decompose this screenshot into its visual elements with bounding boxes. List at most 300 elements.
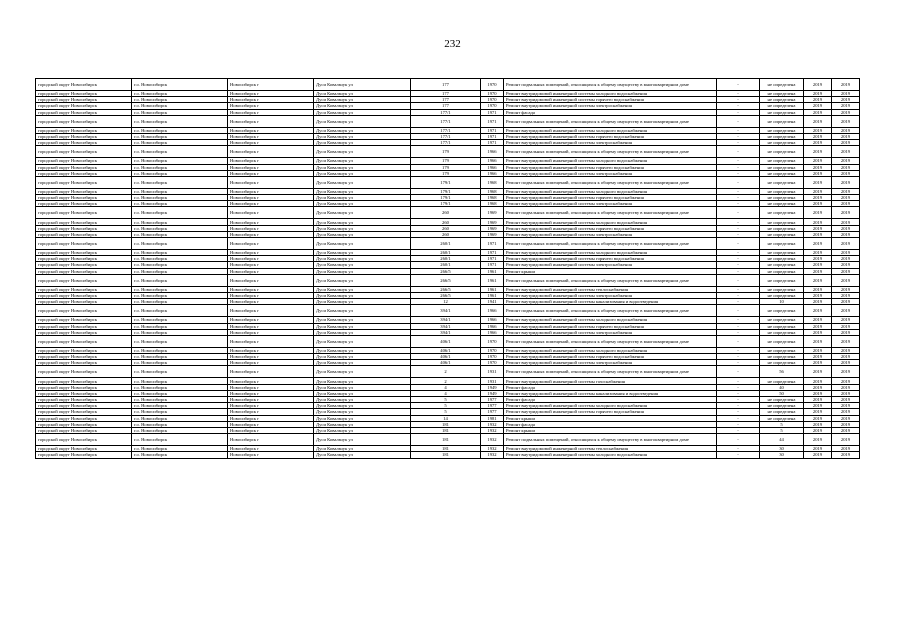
district-cell: городской округ Новосибирск — [36, 378, 132, 384]
street-cell: Дуси Ковальчук ул — [314, 274, 411, 286]
settlement-cell: г.о. Новосибирск — [132, 231, 228, 237]
street-cell: Дуси Ковальчук ул — [314, 305, 411, 317]
year-cell: 1971 — [481, 115, 504, 127]
cost-cell: не определена — [760, 250, 804, 256]
district-cell: городской округ Новосибирск — [36, 250, 132, 256]
street-cell: Дуси Ковальчук ул — [314, 207, 411, 219]
settlement-cell: г.о. Новосибирск — [132, 415, 228, 421]
work-type-cell: Ремонт внутридомовой инженерной системы горячего водоснабжения — [504, 354, 717, 360]
city-cell: Новосибирск г — [228, 133, 314, 139]
work-type-cell: Ремонт внутридомовой инженерной системы холодного водоснабжения — [504, 188, 717, 194]
house-cell: 181 — [411, 421, 481, 427]
house-cell: 260/1 — [411, 250, 481, 256]
end-year-cell: 2019 — [832, 384, 860, 390]
work-type-cell: Ремонт внутридомовой инженерной системы горячего водоснабжения — [504, 133, 717, 139]
year-cell: 1971 — [481, 140, 504, 146]
city-cell: Новосибирск г — [228, 201, 314, 207]
district-cell: городской округ Новосибирск — [36, 452, 132, 458]
end-year-cell: 2019 — [832, 286, 860, 292]
work-type-cell: Ремонт подвальных помещений, относящихся к общему имуществу в многоквартирном доме — [504, 146, 717, 158]
end-year-cell: 2019 — [832, 133, 860, 139]
settlement-cell: г.о. Новосибирск — [132, 115, 228, 127]
start-year-cell: 2019 — [804, 97, 832, 103]
city-cell: Новосибирск г — [228, 323, 314, 329]
cost-cell: не определена — [760, 409, 804, 415]
district-cell: городской округ Новосибирск — [36, 164, 132, 170]
street-cell: Дуси Ковальчук ул — [314, 421, 411, 427]
end-year-cell: 2019 — [832, 238, 860, 250]
street-cell: Дуси Ковальчук ул — [314, 170, 411, 176]
district-cell: городской округ Новосибирск — [36, 170, 132, 176]
house-cell: 260/1 — [411, 238, 481, 250]
year-cell: 1970 — [481, 354, 504, 360]
flag-cell: - — [717, 127, 760, 133]
flag-cell: - — [717, 140, 760, 146]
flag-cell: - — [717, 403, 760, 409]
house-cell: 177/1 — [411, 115, 481, 127]
house-cell: 406/1 — [411, 354, 481, 360]
start-year-cell: 2019 — [804, 256, 832, 262]
flag-cell: - — [717, 103, 760, 109]
house-cell: 5 — [411, 397, 481, 403]
work-type-cell: Ремонт внутридомовой инженерной системы газоснабжения — [504, 378, 717, 384]
year-cell: 1949 — [481, 390, 504, 396]
start-year-cell: 2019 — [804, 238, 832, 250]
street-cell: Дуси Ковальчук ул — [314, 403, 411, 409]
cost-cell: не определена — [760, 268, 804, 274]
settlement-cell: г.о. Новосибирск — [132, 299, 228, 305]
year-cell: 1969 — [481, 207, 504, 219]
work-type-cell: Ремонт внутридомовой инженерной системы холодного водоснабжения — [504, 91, 717, 97]
city-cell: Новосибирск г — [228, 164, 314, 170]
end-year-cell: 2019 — [832, 360, 860, 366]
settlement-cell: г.о. Новосибирск — [132, 79, 228, 91]
street-cell: Дуси Ковальчук ул — [314, 133, 411, 139]
start-year-cell: 2019 — [804, 115, 832, 127]
cost-cell: 5 — [760, 427, 804, 433]
year-cell: 1981 — [481, 415, 504, 421]
street-cell: Дуси Ковальчук ул — [314, 299, 411, 305]
year-cell: 1970 — [481, 91, 504, 97]
end-year-cell: 2019 — [832, 329, 860, 335]
street-cell: Дуси Ковальчук ул — [314, 158, 411, 164]
flag-cell: - — [717, 384, 760, 390]
work-type-cell: Ремонт фасада — [504, 397, 717, 403]
city-cell: Новосибирск г — [228, 446, 314, 452]
year-cell: 1968 — [481, 176, 504, 188]
year-cell: 1969 — [481, 225, 504, 231]
flag-cell: - — [717, 262, 760, 268]
house-cell: 406/1 — [411, 347, 481, 353]
city-cell: Новосибирск г — [228, 91, 314, 97]
cost-cell: не определена — [760, 403, 804, 409]
settlement-cell: г.о. Новосибирск — [132, 91, 228, 97]
year-cell: 1971 — [481, 109, 504, 115]
end-year-cell: 2019 — [832, 335, 860, 347]
house-cell: 394/1 — [411, 317, 481, 323]
settlement-cell: г.о. Новосибирск — [132, 446, 228, 452]
house-cell: 4 — [411, 384, 481, 390]
flag-cell: - — [717, 354, 760, 360]
cost-cell: 50 — [760, 390, 804, 396]
table-row — [36, 366, 860, 378]
house-cell: 181 — [411, 434, 481, 446]
year-cell: 1968 — [481, 195, 504, 201]
district-cell: городской округ Новосибирск — [36, 109, 132, 115]
work-type-cell: Ремонт внутридомовой инженерной системы горячего водоснабжения — [504, 164, 717, 170]
street-cell: Дуси Ковальчук ул — [314, 446, 411, 452]
work-type-cell: Ремонт крыши — [504, 415, 717, 421]
city-cell: Новосибирск г — [228, 403, 314, 409]
flag-cell: - — [717, 415, 760, 421]
cost-cell: не определена — [760, 354, 804, 360]
work-type-cell: Ремонт внутридомовой инженерной системы электроснабжения — [504, 140, 717, 146]
street-cell: Дуси Ковальчук ул — [314, 397, 411, 403]
start-year-cell: 2019 — [804, 133, 832, 139]
settlement-cell: г.о. Новосибирск — [132, 323, 228, 329]
start-year-cell: 2019 — [804, 262, 832, 268]
work-type-cell: Ремонт внутридомовой инженерной системы электроснабжения — [504, 103, 717, 109]
street-cell: Дуси Ковальчук ул — [314, 195, 411, 201]
end-year-cell: 2019 — [832, 164, 860, 170]
settlement-cell: г.о. Новосибирск — [132, 127, 228, 133]
street-cell: Дуси Ковальчук ул — [314, 378, 411, 384]
flag-cell: - — [717, 427, 760, 433]
start-year-cell: 2019 — [804, 219, 832, 225]
city-cell: Новосибирск г — [228, 103, 314, 109]
start-year-cell: 2019 — [804, 427, 832, 433]
district-cell: городской округ Новосибирск — [36, 317, 132, 323]
start-year-cell: 2019 — [804, 170, 832, 176]
cost-cell: не определена — [760, 170, 804, 176]
cost-cell: не определена — [760, 238, 804, 250]
flag-cell: - — [717, 164, 760, 170]
flag-cell: - — [717, 299, 760, 305]
cost-cell: не определена — [760, 176, 804, 188]
house-cell: 179 — [411, 158, 481, 164]
district-cell: городской округ Новосибирск — [36, 103, 132, 109]
year-cell: 1961 — [481, 292, 504, 298]
city-cell: Новосибирск г — [228, 434, 314, 446]
cost-cell: не определена — [760, 127, 804, 133]
city-cell: Новосибирск г — [228, 378, 314, 384]
end-year-cell: 2019 — [832, 176, 860, 188]
house-cell: 406/1 — [411, 360, 481, 366]
end-year-cell: 2019 — [832, 427, 860, 433]
flag-cell: - — [717, 286, 760, 292]
work-type-cell: Ремонт подвальных помещений, относящихся к общему имуществу в многоквартирном доме — [504, 434, 717, 446]
house-cell: 179/1 — [411, 195, 481, 201]
flag-cell: - — [717, 115, 760, 127]
street-cell: Дуси Ковальчук ул — [314, 127, 411, 133]
cost-cell: 40 — [760, 384, 804, 390]
district-cell: городской округ Новосибирск — [36, 427, 132, 433]
flag-cell: - — [717, 188, 760, 194]
end-year-cell: 2019 — [832, 91, 860, 97]
year-cell: 1966 — [481, 146, 504, 158]
flag-cell: - — [717, 329, 760, 335]
city-cell: Новосибирск г — [228, 250, 314, 256]
street-cell: Дуси Ковальчук ул — [314, 452, 411, 458]
start-year-cell: 2019 — [804, 176, 832, 188]
start-year-cell: 2019 — [804, 446, 832, 452]
street-cell: Дуси Ковальчук ул — [314, 366, 411, 378]
cost-cell: не определена — [760, 103, 804, 109]
cost-cell: не определена — [760, 231, 804, 237]
settlement-cell: г.о. Новосибирск — [132, 360, 228, 366]
flag-cell: - — [717, 256, 760, 262]
cost-cell: 30 — [760, 446, 804, 452]
end-year-cell: 2019 — [832, 97, 860, 103]
start-year-cell: 2019 — [804, 299, 832, 305]
settlement-cell: г.о. Новосибирск — [132, 427, 228, 433]
table-row — [36, 434, 860, 446]
start-year-cell: 2019 — [804, 421, 832, 427]
settlement-cell: г.о. Новосибирск — [132, 238, 228, 250]
cost-cell: не определена — [760, 219, 804, 225]
city-cell: Новосибирск г — [228, 225, 314, 231]
table-row — [36, 79, 860, 91]
house-cell: 394/1 — [411, 323, 481, 329]
work-type-cell: Ремонт внутридомовой инженерной системы электроснабжения — [504, 360, 717, 366]
flag-cell: - — [717, 79, 760, 91]
settlement-cell: г.о. Новосибирск — [132, 434, 228, 446]
street-cell: Дуси Ковальчук ул — [314, 256, 411, 262]
end-year-cell: 2019 — [832, 268, 860, 274]
house-cell: 260/1 — [411, 262, 481, 268]
cost-cell: 5 — [760, 421, 804, 427]
year-cell: 1932 — [481, 434, 504, 446]
settlement-cell: г.о. Новосибирск — [132, 225, 228, 231]
district-cell: городской округ Новосибирск — [36, 384, 132, 390]
settlement-cell: г.о. Новосибирск — [132, 286, 228, 292]
work-type-cell: Ремонт внутридомовой инженерной системы теплоснабжения — [504, 446, 717, 452]
settlement-cell: г.о. Новосибирск — [132, 403, 228, 409]
district-cell: городской округ Новосибирск — [36, 133, 132, 139]
end-year-cell: 2019 — [832, 103, 860, 109]
work-type-cell: Ремонт подвальных помещений, относящихся к общему имуществу в многоквартирном доме — [504, 115, 717, 127]
flag-cell: - — [717, 323, 760, 329]
year-cell: 1966 — [481, 329, 504, 335]
city-cell: Новосибирск г — [228, 409, 314, 415]
street-cell: Дуси Ковальчук ул — [314, 434, 411, 446]
cost-cell: не определена — [760, 91, 804, 97]
cost-cell: не определена — [760, 360, 804, 366]
street-cell: Дуси Ковальчук ул — [314, 115, 411, 127]
work-type-cell: Ремонт внутридомовой инженерной системы холодного водоснабжения — [504, 219, 717, 225]
street-cell: Дуси Ковальчук ул — [314, 354, 411, 360]
city-cell: Новосибирск г — [228, 115, 314, 127]
district-cell: городской округ Новосибирск — [36, 403, 132, 409]
city-cell: Новосибирск г — [228, 299, 314, 305]
start-year-cell: 2019 — [804, 79, 832, 91]
street-cell: Дуси Ковальчук ул — [314, 231, 411, 237]
end-year-cell: 2019 — [832, 347, 860, 353]
district-cell: городской округ Новосибирск — [36, 146, 132, 158]
street-cell: Дуси Ковальчук ул — [314, 360, 411, 366]
house-cell: 179 — [411, 146, 481, 158]
start-year-cell: 2019 — [804, 384, 832, 390]
work-type-cell: Ремонт внутридомовой инженерной системы холодного водоснабжения — [504, 250, 717, 256]
street-cell: Дуси Ковальчук ул — [314, 140, 411, 146]
house-cell: 260 — [411, 231, 481, 237]
capital-repair-table — [35, 78, 860, 459]
settlement-cell: г.о. Новосибирск — [132, 335, 228, 347]
year-cell: 1970 — [481, 79, 504, 91]
cost-cell: не определена — [760, 207, 804, 219]
city-cell: Новосибирск г — [228, 127, 314, 133]
house-cell: 266/5 — [411, 292, 481, 298]
start-year-cell: 2019 — [804, 268, 832, 274]
flag-cell: - — [717, 421, 760, 427]
start-year-cell: 2019 — [804, 164, 832, 170]
start-year-cell: 2019 — [804, 231, 832, 237]
start-year-cell: 2019 — [804, 305, 832, 317]
flag-cell: - — [717, 195, 760, 201]
city-cell: Новосибирск г — [228, 268, 314, 274]
work-type-cell: Ремонт внутридомовой инженерной системы холодного водоснабжения — [504, 317, 717, 323]
work-type-cell: Ремонт внутридомовой инженерной системы электроснабжения — [504, 170, 717, 176]
end-year-cell: 2019 — [832, 434, 860, 446]
year-cell: 1966 — [481, 164, 504, 170]
city-cell: Новосибирск г — [228, 176, 314, 188]
start-year-cell: 2019 — [804, 292, 832, 298]
start-year-cell: 2019 — [804, 195, 832, 201]
house-cell: 181 — [411, 427, 481, 433]
year-cell: 1977 — [481, 409, 504, 415]
settlement-cell: г.о. Новосибирск — [132, 146, 228, 158]
settlement-cell: г.о. Новосибирск — [132, 329, 228, 335]
house-cell: 394/1 — [411, 329, 481, 335]
cost-cell: не определена — [760, 256, 804, 262]
city-cell: Новосибирск г — [228, 286, 314, 292]
year-cell: 1966 — [481, 170, 504, 176]
settlement-cell: г.о. Новосибирск — [132, 421, 228, 427]
settlement-cell: г.о. Новосибирск — [132, 354, 228, 360]
settlement-cell: г.о. Новосибирск — [132, 158, 228, 164]
street-cell: Дуси Ковальчук ул — [314, 201, 411, 207]
district-cell: городской округ Новосибирск — [36, 79, 132, 91]
district-cell: городской округ Новосибирск — [36, 238, 132, 250]
city-cell: Новосибирск г — [228, 195, 314, 201]
flag-cell: - — [717, 366, 760, 378]
city-cell: Новосибирск г — [228, 256, 314, 262]
end-year-cell: 2019 — [832, 452, 860, 458]
street-cell: Дуси Ковальчук ул — [314, 176, 411, 188]
street-cell: Дуси Ковальчук ул — [314, 323, 411, 329]
city-cell: Новосибирск г — [228, 140, 314, 146]
flag-cell: - — [717, 97, 760, 103]
end-year-cell: 2019 — [832, 421, 860, 427]
house-cell: 14 — [411, 415, 481, 421]
end-year-cell: 2019 — [832, 292, 860, 298]
house-cell: 181 — [411, 452, 481, 458]
work-type-cell: Ремонт подвальных помещений, относящихся к общему имуществу в многоквартирном доме — [504, 207, 717, 219]
year-cell: 1931 — [481, 378, 504, 384]
city-cell: Новосибирск г — [228, 274, 314, 286]
year-cell: 1971 — [481, 262, 504, 268]
table-row — [36, 238, 860, 250]
settlement-cell: г.о. Новосибирск — [132, 103, 228, 109]
flag-cell: - — [717, 170, 760, 176]
year-cell: 1961 — [481, 268, 504, 274]
start-year-cell: 2019 — [804, 158, 832, 164]
end-year-cell: 2019 — [832, 446, 860, 452]
street-cell: Дуси Ковальчук ул — [314, 427, 411, 433]
street-cell: Дуси Ковальчук ул — [314, 317, 411, 323]
work-type-cell: Ремонт подвальных помещений, относящихся к общему имуществу в многоквартирном доме — [504, 238, 717, 250]
settlement-cell: г.о. Новосибирск — [132, 384, 228, 390]
year-cell: 1949 — [481, 384, 504, 390]
year-cell: 1977 — [481, 397, 504, 403]
work-type-cell: Ремонт крыши — [504, 427, 717, 433]
street-cell: Дуси Ковальчук ул — [314, 390, 411, 396]
district-cell: городской округ Новосибирск — [36, 390, 132, 396]
end-year-cell: 2019 — [832, 403, 860, 409]
street-cell: Дуси Ковальчук ул — [314, 91, 411, 97]
flag-cell: - — [717, 231, 760, 237]
end-year-cell: 2019 — [832, 415, 860, 421]
settlement-cell: г.о. Новосибирск — [132, 268, 228, 274]
house-cell: 177/1 — [411, 109, 481, 115]
city-cell: Новосибирск г — [228, 384, 314, 390]
cost-cell: не определена — [760, 378, 804, 384]
end-year-cell: 2019 — [832, 317, 860, 323]
year-cell: 1970 — [481, 103, 504, 109]
house-cell: 177 — [411, 103, 481, 109]
house-cell: 2 — [411, 378, 481, 384]
year-cell: 1971 — [481, 250, 504, 256]
cost-cell: не определена — [760, 195, 804, 201]
district-cell: городской округ Новосибирск — [36, 256, 132, 262]
district-cell: городской округ Новосибирск — [36, 97, 132, 103]
end-year-cell: 2019 — [832, 170, 860, 176]
district-cell: городской округ Новосибирск — [36, 415, 132, 421]
year-cell: 1971 — [481, 238, 504, 250]
street-cell: Дуси Ковальчук ул — [314, 292, 411, 298]
city-cell: Новосибирск г — [228, 421, 314, 427]
work-type-cell: Ремонт внутридомовой инженерной системы горячего водоснабжения — [504, 256, 717, 262]
settlement-cell: г.о. Новосибирск — [132, 170, 228, 176]
cost-cell: не определена — [760, 323, 804, 329]
city-cell: Новосибирск г — [228, 360, 314, 366]
cost-cell: не определена — [760, 286, 804, 292]
table-row — [36, 274, 860, 286]
house-cell: 4 — [411, 390, 481, 396]
city-cell: Новосибирск г — [228, 366, 314, 378]
house-cell: 177/1 — [411, 127, 481, 133]
cost-cell: не определена — [760, 397, 804, 403]
street-cell: Дуси Ковальчук ул — [314, 188, 411, 194]
house-cell: 179 — [411, 170, 481, 176]
settlement-cell: г.о. Новосибирск — [132, 201, 228, 207]
house-cell: 260 — [411, 207, 481, 219]
table-row — [36, 207, 860, 219]
city-cell: Новосибирск г — [228, 207, 314, 219]
year-cell: 1961 — [481, 274, 504, 286]
settlement-cell: г.о. Новосибирск — [132, 347, 228, 353]
district-cell: городской округ Новосибирск — [36, 231, 132, 237]
flag-cell: - — [717, 335, 760, 347]
work-type-cell: Ремонт подвальных помещений, относящихся к общему имуществу в многоквартирном доме — [504, 176, 717, 188]
house-cell: 12 — [411, 299, 481, 305]
settlement-cell: г.о. Новосибирск — [132, 452, 228, 458]
city-cell: Новосибирск г — [228, 219, 314, 225]
city-cell: Новосибирск г — [228, 329, 314, 335]
year-cell: 1966 — [481, 158, 504, 164]
cost-cell: не определена — [760, 133, 804, 139]
city-cell: Новосибирск г — [228, 109, 314, 115]
